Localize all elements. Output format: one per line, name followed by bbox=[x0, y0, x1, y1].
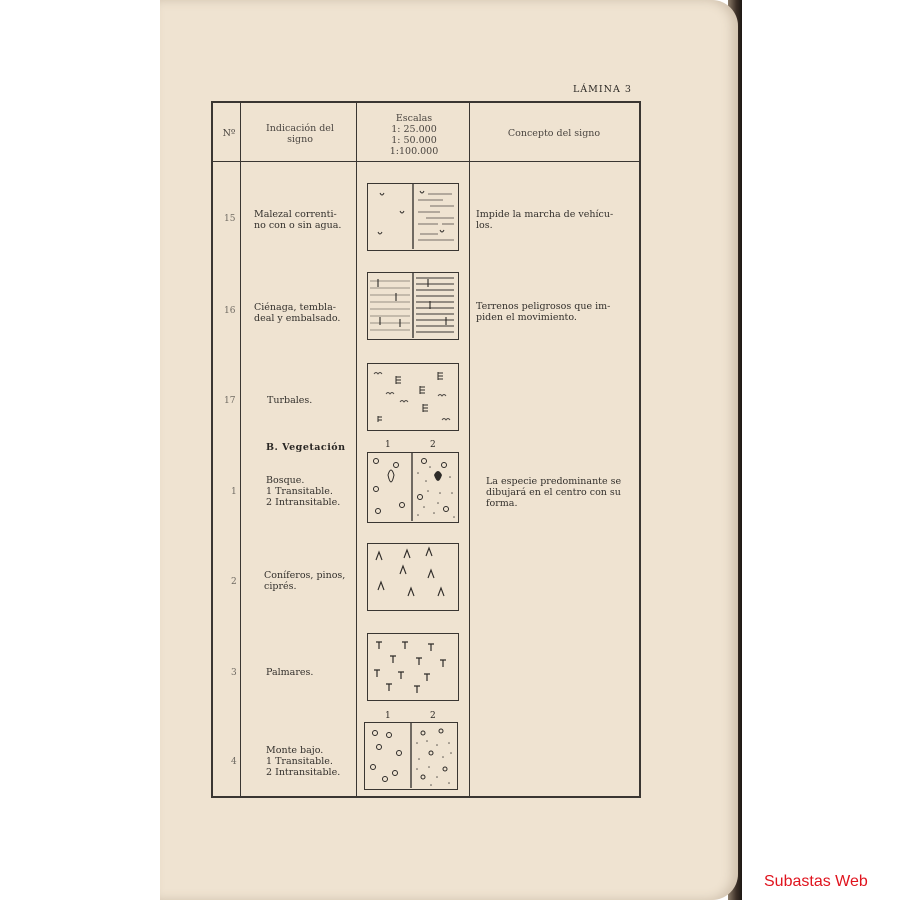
header-scales-title: Escalas bbox=[395, 113, 433, 124]
row-number: 1 bbox=[231, 487, 237, 497]
swatch-column-label: 2 bbox=[430, 440, 436, 450]
conifer-symbol bbox=[367, 543, 459, 611]
header-scale-2: 1: 50.000 bbox=[391, 135, 437, 146]
row-indication: Ciénaga, tembla- deal y embalsado. bbox=[254, 302, 341, 324]
header-concept: Concepto del signo bbox=[507, 128, 601, 139]
swamp-symbol bbox=[367, 272, 459, 340]
row-number: 16 bbox=[224, 306, 236, 316]
header-scale-1: 1: 25.000 bbox=[391, 124, 437, 135]
watermark: Subastas Web bbox=[764, 873, 868, 890]
row-number: 2 bbox=[231, 577, 237, 587]
section-title: B. Vegetación bbox=[266, 442, 346, 453]
marsh-symbol bbox=[367, 183, 459, 251]
row-concept: Terrenos peligrosos que im- piden el movimiento. bbox=[476, 301, 611, 323]
row-indication: Coníferos, pinos, ciprés. bbox=[264, 570, 346, 592]
row-indication: Bosque. 1 Transitable. 2 Intransitable. bbox=[266, 475, 341, 508]
palm-symbol bbox=[367, 633, 459, 701]
row-indication: Turbales. bbox=[267, 395, 313, 406]
peat-symbol bbox=[367, 363, 459, 431]
header-indication: Indicación del signo bbox=[266, 123, 334, 145]
row-concept: La especie predominante se dibujará en el centro con su forma. bbox=[486, 476, 622, 509]
row-indication: Malezal correnti- no con o sin agua. bbox=[254, 209, 342, 231]
forest-symbol bbox=[367, 452, 459, 523]
plate-label: LÁMINA 3 bbox=[573, 84, 632, 95]
row-indication: Monte bajo. 1 Transitable. 2 Intransitable. bbox=[266, 745, 341, 778]
header-scale-3: 1:100.000 bbox=[389, 146, 439, 157]
row-number: 15 bbox=[224, 214, 236, 224]
swatch-column-label: 1 bbox=[385, 711, 391, 721]
row-number: 3 bbox=[231, 668, 237, 678]
row-concept: Impide la marcha de vehícu- los. bbox=[476, 209, 614, 231]
row-number: 17 bbox=[224, 396, 236, 406]
header-number: Nº bbox=[222, 128, 236, 139]
row-indication: Palmares. bbox=[266, 667, 314, 678]
swatch-column-label: 2 bbox=[430, 711, 436, 721]
scrubland-symbol bbox=[364, 722, 458, 790]
row-number: 4 bbox=[231, 757, 237, 767]
swatch-column-label: 1 bbox=[385, 440, 391, 450]
